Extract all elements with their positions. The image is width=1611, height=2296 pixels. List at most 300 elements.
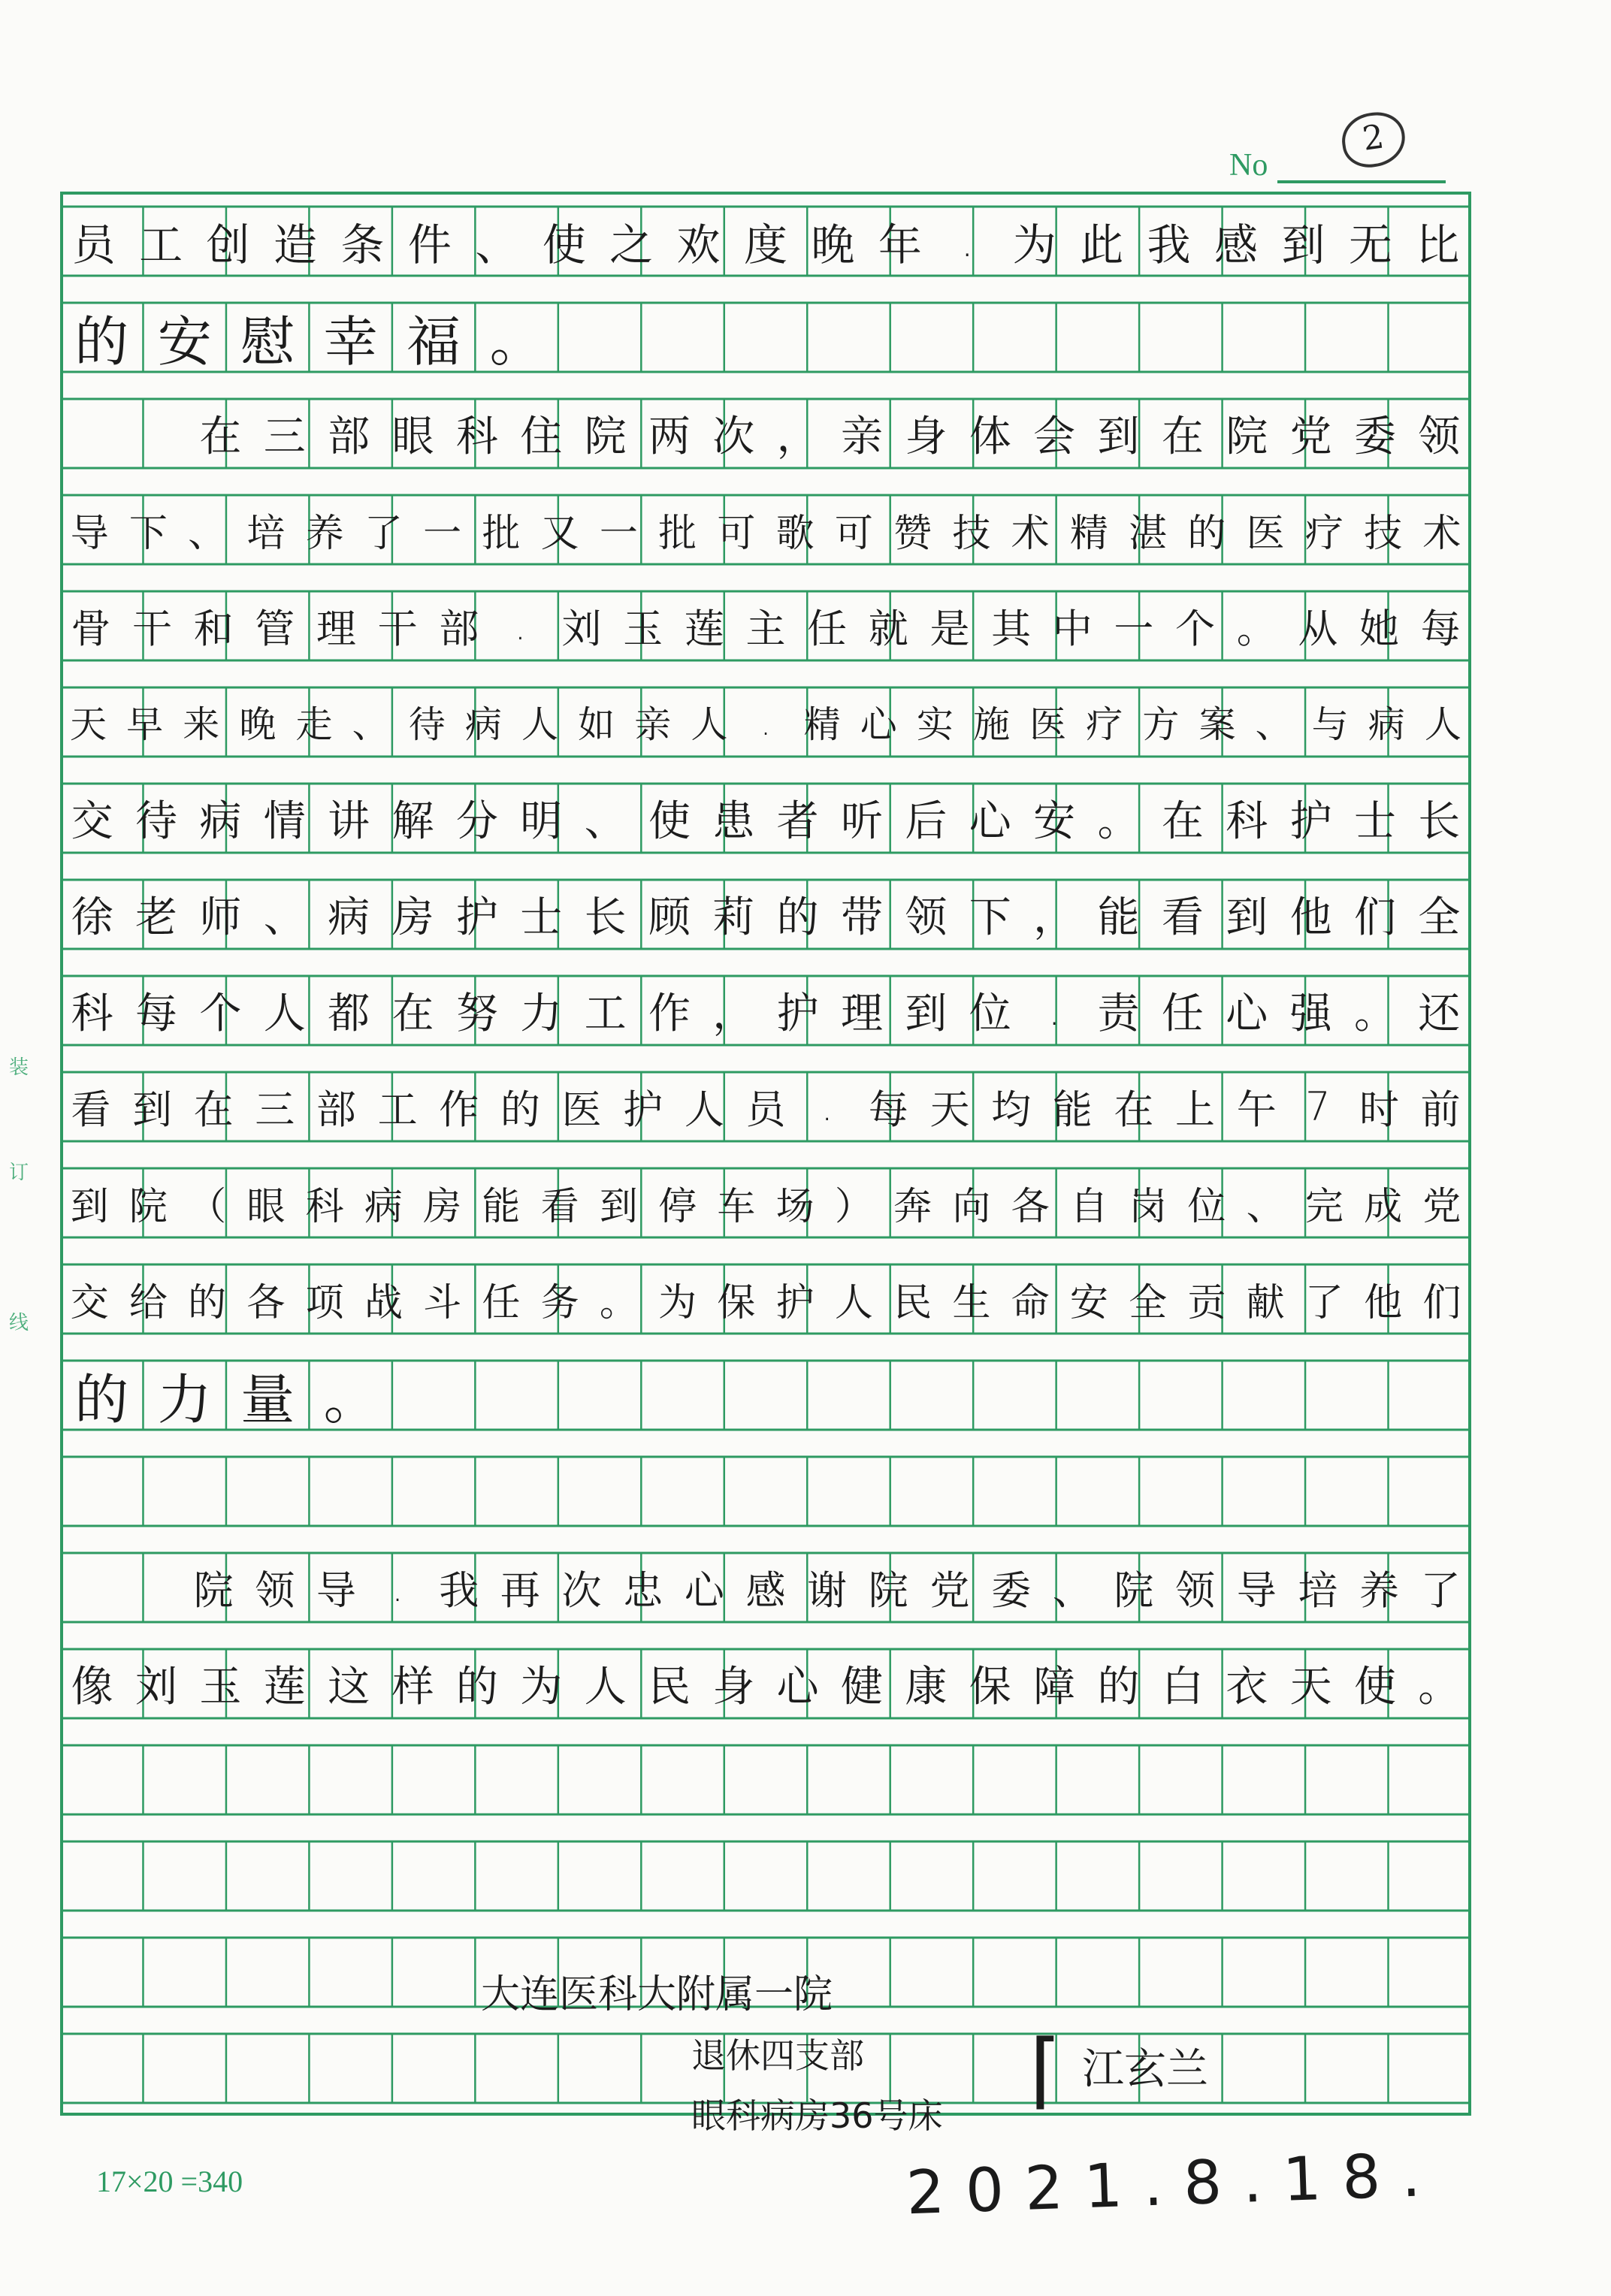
handwritten-char: 养 <box>305 512 344 556</box>
handwritten-char: . <box>960 216 975 267</box>
handwritten-char: 护 <box>623 1087 663 1133</box>
handwritten-char: 使 <box>542 219 586 270</box>
signature-hospital: 大连医科大附属一院 <box>481 1972 833 2017</box>
handwritten-char: 、 <box>1052 1568 1093 1614</box>
handwritten-char: 走 <box>295 703 333 746</box>
handwritten-char: 幸 <box>323 310 378 373</box>
handwritten-char: 的 <box>455 1663 498 1711</box>
handwritten-char: 分 <box>455 797 498 846</box>
handwritten-char: 领 <box>905 893 948 942</box>
handwritten-char: 在 <box>1114 1087 1154 1133</box>
handwritten-char: 会 <box>1033 412 1076 461</box>
handwritten-char: 护 <box>775 1281 815 1325</box>
handwritten-char: 科 <box>71 989 113 1038</box>
handwritten-char: . <box>821 1083 834 1130</box>
handwritten-char: 批 <box>482 512 521 556</box>
text-line <box>60 1553 1471 1622</box>
handwritten-char: 科 <box>455 412 498 461</box>
handwritten-char: 在 <box>1161 412 1204 461</box>
handwritten-char: 技 <box>1364 512 1403 556</box>
handwritten-char: 生 <box>952 1281 991 1325</box>
handwritten-char: 科 <box>305 1185 344 1229</box>
handwritten-char: 院 <box>868 1568 908 1614</box>
handwritten-char: 医 <box>561 1087 602 1133</box>
handwritten-char: 委 <box>991 1568 1032 1614</box>
handwritten-char: 晚 <box>811 219 855 270</box>
handwritten-char: 就 <box>868 606 908 652</box>
handwritten-char: 院 <box>193 1568 234 1614</box>
handwritten-char: 理 <box>316 606 356 652</box>
handwritten-char: 奔 <box>893 1185 932 1229</box>
handwritten-char: 7 <box>1304 1083 1331 1130</box>
handwritten-char: 使 <box>1353 1663 1396 1711</box>
handwritten-char: 作 <box>439 1087 479 1133</box>
handwritten-char: 时 <box>1359 1087 1399 1133</box>
handwritten-char: 带 <box>841 893 884 942</box>
text-line <box>60 207 1471 276</box>
handwritten-char: 白 <box>1161 1663 1204 1711</box>
binding-mark: 订 <box>9 1162 29 1184</box>
handwritten-char: 护 <box>1289 797 1332 846</box>
handwritten-char: . <box>513 603 527 649</box>
text-line <box>60 1264 1471 1334</box>
handwritten-char: 徐 <box>71 893 113 942</box>
handwritten-char: 情 <box>263 797 306 846</box>
handwritten-char: 们 <box>1353 893 1396 942</box>
handwritten-char: 全 <box>1129 1281 1168 1325</box>
handwritten-char: 党 <box>1422 1185 1461 1229</box>
handwritten-char: 健 <box>841 1663 884 1711</box>
handwritten-char: 早 <box>126 703 164 746</box>
handwritten-char: 成 <box>1364 1185 1403 1229</box>
handwritten-char: 和 <box>193 606 234 652</box>
handwritten-char: 人 <box>584 1663 627 1711</box>
handwritten-char: 主 <box>745 606 786 652</box>
text-line <box>60 399 1471 468</box>
handwritten-char: 任 <box>807 606 848 652</box>
handwritten-char: （ <box>188 1185 227 1229</box>
handwritten-char: 、 <box>584 797 627 846</box>
handwritten-char: 身 <box>712 1663 755 1711</box>
handwritten-char: 向 <box>952 1185 991 1229</box>
handwritten-char: 项 <box>305 1281 344 1325</box>
handwritten-char: 她 <box>1359 606 1399 652</box>
handwritten-char: 科 <box>1226 797 1268 846</box>
handwritten-char: 房 <box>391 893 434 942</box>
handwritten-char: 作 <box>648 989 691 1038</box>
handwritten-char: 湛 <box>1129 512 1168 556</box>
handwritten-char: 献 <box>1246 1281 1285 1325</box>
page-number-line <box>1277 180 1446 183</box>
handwritten-char: 护 <box>455 893 498 942</box>
handwritten-char: 的 <box>1097 1663 1140 1711</box>
text-line <box>60 1649 1471 1718</box>
handwritten-char: 保 <box>969 1663 1011 1711</box>
handwritten-char: 场 <box>775 1185 815 1229</box>
handwritten-char: . <box>760 700 772 744</box>
handwritten-char: 到 <box>599 1185 638 1229</box>
handwritten-char: 在 <box>193 1087 234 1133</box>
handwritten-char: 到 <box>70 1185 109 1229</box>
handwritten-char: 解 <box>391 797 434 846</box>
handwritten-char: 党 <box>929 1568 970 1614</box>
handwritten-char: 院 <box>128 1185 168 1229</box>
handwritten-char: 在 <box>391 989 434 1038</box>
handwritten-char: 、 <box>263 893 306 942</box>
text-line <box>60 976 1471 1045</box>
handwritten-char: 给 <box>128 1281 168 1325</box>
handwritten-char: 其 <box>991 606 1032 652</box>
handwritten-char: 来 <box>183 703 220 746</box>
handwritten-char: . <box>391 1564 404 1611</box>
handwritten-char: 安 <box>1069 1281 1108 1325</box>
handwritten-char: 、 <box>1255 703 1292 746</box>
handwritten-char: 精 <box>1069 512 1108 556</box>
handwritten-char: 力 <box>157 1368 212 1431</box>
signature-branch: 退休四支部 <box>691 2035 864 2076</box>
handwritten-char: 均 <box>991 1087 1032 1133</box>
handwritten-char: 创 <box>206 219 250 270</box>
handwritten-char: 干 <box>377 606 418 652</box>
handwritten-char: 一 <box>1114 606 1154 652</box>
handwritten-char: 晚 <box>239 703 277 746</box>
handwritten-char: 培 <box>1298 1568 1338 1614</box>
handwritten-char: 后 <box>905 797 948 846</box>
handwritten-char: 的 <box>188 1281 227 1325</box>
handwritten-char: 我 <box>439 1568 479 1614</box>
handwritten-char: 的 <box>74 310 129 373</box>
handwritten-char: 待 <box>408 703 446 746</box>
handwritten-char: 听 <box>841 797 884 846</box>
handwritten-char: 前 <box>1420 1087 1461 1133</box>
handwritten-char: 的 <box>74 1368 129 1431</box>
handwritten-char: 眼 <box>391 412 434 461</box>
handwritten-char: 衣 <box>1226 1663 1268 1711</box>
handwritten-char: 忠 <box>623 1568 663 1614</box>
handwritten-char: 造 <box>273 219 317 270</box>
handwritten-char: 是 <box>929 606 970 652</box>
handwritten-char: 两 <box>648 412 691 461</box>
handwritten-char: 亲 <box>634 703 672 746</box>
handwritten-char: 无 <box>1348 219 1392 270</box>
handwritten-char: 能 <box>1052 1087 1093 1133</box>
handwritten-char: 讲 <box>328 797 370 846</box>
handwritten-char: 、 <box>188 512 227 556</box>
handwritten-char: 障 <box>1033 1663 1076 1711</box>
handwritten-char: . <box>1047 986 1062 1035</box>
handwritten-char: 贡 <box>1187 1281 1226 1325</box>
handwritten-char: 这 <box>328 1663 370 1711</box>
handwritten-char: 每 <box>135 989 178 1038</box>
handwritten-char: 为 <box>1012 219 1056 270</box>
handwritten-char: 交 <box>70 1281 109 1325</box>
handwritten-char: 干 <box>131 606 172 652</box>
handwritten-char: 工 <box>377 1087 418 1133</box>
handwritten-char: 上 <box>1175 1087 1216 1133</box>
handwritten-char: 莲 <box>684 606 724 652</box>
handwritten-char: 人 <box>263 989 306 1038</box>
handwritten-char: 。 <box>1236 606 1277 652</box>
handwritten-char: 交 <box>71 797 113 846</box>
handwritten-char: 又 <box>540 512 579 556</box>
handwritten-char: 到 <box>1281 219 1325 270</box>
handwritten-char: 莉 <box>712 893 755 942</box>
handwritten-char: 者 <box>776 797 819 846</box>
page-number-label: No <box>1229 148 1268 183</box>
handwritten-char: 心 <box>776 1663 819 1711</box>
handwritten-char: 身 <box>905 412 948 461</box>
handwritten-char: 赞 <box>893 512 932 556</box>
handwritten-char: 病 <box>364 1185 403 1229</box>
handwritten-char: 为 <box>520 1663 563 1711</box>
handwritten-char: 从 <box>1298 606 1338 652</box>
handwritten-char: 批 <box>658 512 697 556</box>
handwritten-char: 责 <box>1097 989 1140 1038</box>
handwritten-char: 心 <box>1226 989 1268 1038</box>
text-line <box>60 1361 1471 1430</box>
handwritten-char: 导 <box>316 1568 356 1614</box>
handwritten-char: 委 <box>1353 412 1396 461</box>
handwritten-char: 疗 <box>1086 703 1123 746</box>
handwritten-char: 。 <box>489 310 544 373</box>
handwritten-char: 保 <box>717 1281 756 1325</box>
handwritten-char: 像 <box>71 1663 113 1711</box>
handwritten-char: 车 <box>717 1185 756 1229</box>
handwritten-char: 人 <box>521 703 559 746</box>
handwritten-char: 下 <box>969 893 1011 942</box>
signature-name: 江玄兰 <box>1082 2045 1208 2094</box>
handwritten-char: 午 <box>1236 1087 1277 1133</box>
handwritten-char: 领 <box>1175 1568 1216 1614</box>
handwritten-char: 停 <box>658 1185 697 1229</box>
handwritten-char: 了 <box>1420 1568 1461 1614</box>
handwritten-char: 他 <box>1364 1281 1403 1325</box>
handwritten-char: 任 <box>482 1281 521 1325</box>
handwritten-char: 住 <box>520 412 563 461</box>
handwritten-char: 在 <box>1161 797 1204 846</box>
handwritten-char: 安 <box>1033 797 1076 846</box>
handwritten-char: 下 <box>128 512 168 556</box>
handwritten-char: 他 <box>1289 893 1332 942</box>
handwritten-char: 。 <box>1418 1663 1461 1711</box>
handwritten-char: 士 <box>520 893 563 942</box>
handwritten-char: 强 <box>1289 989 1332 1038</box>
handwritten-char: 领 <box>1418 412 1461 461</box>
handwritten-char: 了 <box>1304 1281 1344 1325</box>
handwritten-char <box>60 1553 122 1622</box>
date: 2021.8.18. <box>905 2139 1443 2228</box>
handwritten-char <box>122 1553 183 1622</box>
handwritten-char: 个 <box>199 989 242 1038</box>
handwritten-char: 斗 <box>423 1281 462 1325</box>
handwritten-char: 自 <box>1069 1185 1108 1229</box>
handwritten-char: 努 <box>455 989 498 1038</box>
handwritten-char: 一 <box>423 512 462 556</box>
text-line <box>60 1168 1471 1237</box>
handwritten-char: 。 <box>1097 797 1140 846</box>
handwritten-char: 位 <box>1187 1185 1226 1229</box>
handwritten-char: 理 <box>841 989 884 1038</box>
handwritten-char: 员 <box>71 219 116 270</box>
handwritten-char: 术 <box>1011 512 1050 556</box>
page-number-value: 2 <box>1338 109 1408 171</box>
handwritten-char: 全 <box>1418 893 1461 942</box>
handwritten-char: 与 <box>1311 703 1349 746</box>
handwritten-char: 看 <box>71 1087 111 1133</box>
handwritten-char: 医 <box>1029 703 1067 746</box>
handwritten-char: 人 <box>691 703 728 746</box>
handwritten-char: 莲 <box>263 1663 306 1711</box>
handwritten-char: 玉 <box>623 606 663 652</box>
handwritten-char: 工 <box>139 219 183 270</box>
text-line <box>60 495 1471 564</box>
handwritten-char: 导 <box>70 512 109 556</box>
handwritten-char: 慰 <box>240 310 295 373</box>
handwritten-char: 一 <box>599 512 638 556</box>
handwritten-char: 方 <box>1142 703 1180 746</box>
handwritten-char: 完 <box>1304 1185 1344 1229</box>
handwritten-char: 福 <box>407 310 461 373</box>
handwritten-char: 人 <box>834 1281 873 1325</box>
handwritten-char: 天 <box>929 1087 970 1133</box>
handwritten-char: 师 <box>199 893 242 942</box>
handwritten-char: 条 <box>340 219 385 270</box>
handwritten-char: 在 <box>199 412 242 461</box>
handwritten-char: 三 <box>255 1087 295 1133</box>
handwritten-char: 护 <box>776 989 819 1038</box>
handwritten-char: 个 <box>1175 606 1216 652</box>
handwritten-char <box>124 399 188 468</box>
text-line <box>60 687 1471 757</box>
handwritten-char: 顾 <box>648 893 691 942</box>
handwritten-char: ， <box>776 412 819 461</box>
handwritten-char: 各 <box>246 1281 286 1325</box>
handwritten-char: 亲 <box>841 412 884 461</box>
handwritten-char: 样 <box>391 1663 434 1711</box>
handwritten-char: 党 <box>1289 412 1332 461</box>
handwritten-char: 到 <box>905 989 948 1038</box>
handwritten-char <box>60 399 124 468</box>
handwritten-char: 心 <box>969 797 1011 846</box>
handwritten-char: 。 <box>1353 989 1396 1038</box>
handwritten-char: 能 <box>1097 893 1140 942</box>
handwritten-char: 命 <box>1011 1281 1050 1325</box>
signature-ward: 眼科病房36号床 <box>691 2095 943 2136</box>
handwritten-char: 我 <box>1147 219 1191 270</box>
handwritten-char: 的 <box>776 893 819 942</box>
handwritten-char: 。 <box>599 1281 638 1325</box>
handwritten-char: 民 <box>648 1663 691 1711</box>
handwritten-char: 三 <box>263 412 306 461</box>
handwritten-char: 了 <box>364 512 403 556</box>
handwritten-char: 施 <box>972 703 1010 746</box>
handwritten-char: 度 <box>743 219 787 270</box>
handwritten-char: 导 <box>1236 1568 1277 1614</box>
handwritten-char: 士 <box>1353 797 1396 846</box>
text-line <box>60 303 1471 372</box>
signature-bracket: ⌈ <box>1029 2022 1062 2118</box>
handwritten-char: 病 <box>1368 703 1405 746</box>
handwritten-char: 还 <box>1418 989 1461 1038</box>
handwritten-char: 心 <box>860 703 897 746</box>
text-line <box>60 784 1471 853</box>
handwritten-char: 如 <box>578 703 615 746</box>
handwritten-char: 医 <box>1246 512 1285 556</box>
handwritten-char: 长 <box>1418 797 1461 846</box>
handwritten-char: 看 <box>1161 893 1204 942</box>
handwritten-char: 病 <box>328 893 370 942</box>
handwritten-char: 人 <box>1424 703 1461 746</box>
handwritten-char: 体 <box>969 412 1011 461</box>
handwritten-char: 案 <box>1198 703 1236 746</box>
text-line <box>60 880 1471 949</box>
grid-count: 17×20 =340 <box>96 2165 243 2198</box>
handwritten-char: ） <box>834 1185 873 1229</box>
handwritten-char: 、 <box>1246 1185 1285 1229</box>
handwritten-char: 战 <box>364 1281 403 1325</box>
handwritten-char: 养 <box>1359 1568 1399 1614</box>
handwritten-char: 欢 <box>676 219 721 270</box>
handwritten-char: 培 <box>246 512 286 556</box>
handwritten-char: 之 <box>609 219 654 270</box>
handwritten-char: 位 <box>969 989 1011 1038</box>
handwritten-char: 到 <box>1226 893 1268 942</box>
text-line <box>60 1457 1471 1526</box>
handwritten-char: 患 <box>712 797 755 846</box>
handwritten-char: 院 <box>1226 412 1268 461</box>
handwritten-char: 。 <box>323 1368 378 1431</box>
handwritten-char: 人 <box>684 1087 724 1133</box>
handwritten-char: 的 <box>500 1087 540 1133</box>
handwritten-char: 员 <box>745 1087 786 1133</box>
handwritten-char: 病 <box>464 703 502 746</box>
handwritten-char: 康 <box>905 1663 948 1711</box>
handwritten-char: 长 <box>584 893 627 942</box>
handwritten-char: 明 <box>520 797 563 846</box>
handwritten-char: 领 <box>255 1568 295 1614</box>
handwritten-char: 件 <box>407 219 452 270</box>
handwritten-char: 实 <box>916 703 954 746</box>
handwritten-char: 都 <box>328 989 370 1038</box>
handwritten-char: 力 <box>520 989 563 1038</box>
handwritten-char: 、 <box>352 703 389 746</box>
handwritten-char: 部 <box>316 1087 356 1133</box>
handwritten-char: 民 <box>893 1281 932 1325</box>
handwritten-char: 每 <box>1420 606 1461 652</box>
handwritten-char: 院 <box>584 412 627 461</box>
handwriting-body <box>60 192 1471 2116</box>
handwritten-char: 歌 <box>775 512 815 556</box>
handwritten-char: 可 <box>834 512 873 556</box>
handwritten-char: 比 <box>1416 219 1460 270</box>
handwritten-char: 精 <box>803 703 841 746</box>
handwritten-char: 部 <box>439 606 479 652</box>
handwritten-char: 次 <box>712 412 755 461</box>
binding-mark: 装 <box>9 1056 29 1079</box>
handwritten-char: 术 <box>1422 512 1461 556</box>
handwritten-char: 心 <box>684 1568 724 1614</box>
handwritten-char: 任 <box>1161 989 1204 1038</box>
handwritten-char: 每 <box>868 1087 908 1133</box>
handwritten-char: 们 <box>1422 1281 1461 1325</box>
handwritten-char: 中 <box>1052 606 1093 652</box>
handwritten-char: 可 <box>717 512 756 556</box>
handwritten-char: 使 <box>648 797 691 846</box>
handwritten-char: 感 <box>1214 219 1258 270</box>
handwritten-char: 天 <box>70 703 107 746</box>
handwritten-char: 待 <box>135 797 178 846</box>
handwritten-char: 刘 <box>561 606 602 652</box>
